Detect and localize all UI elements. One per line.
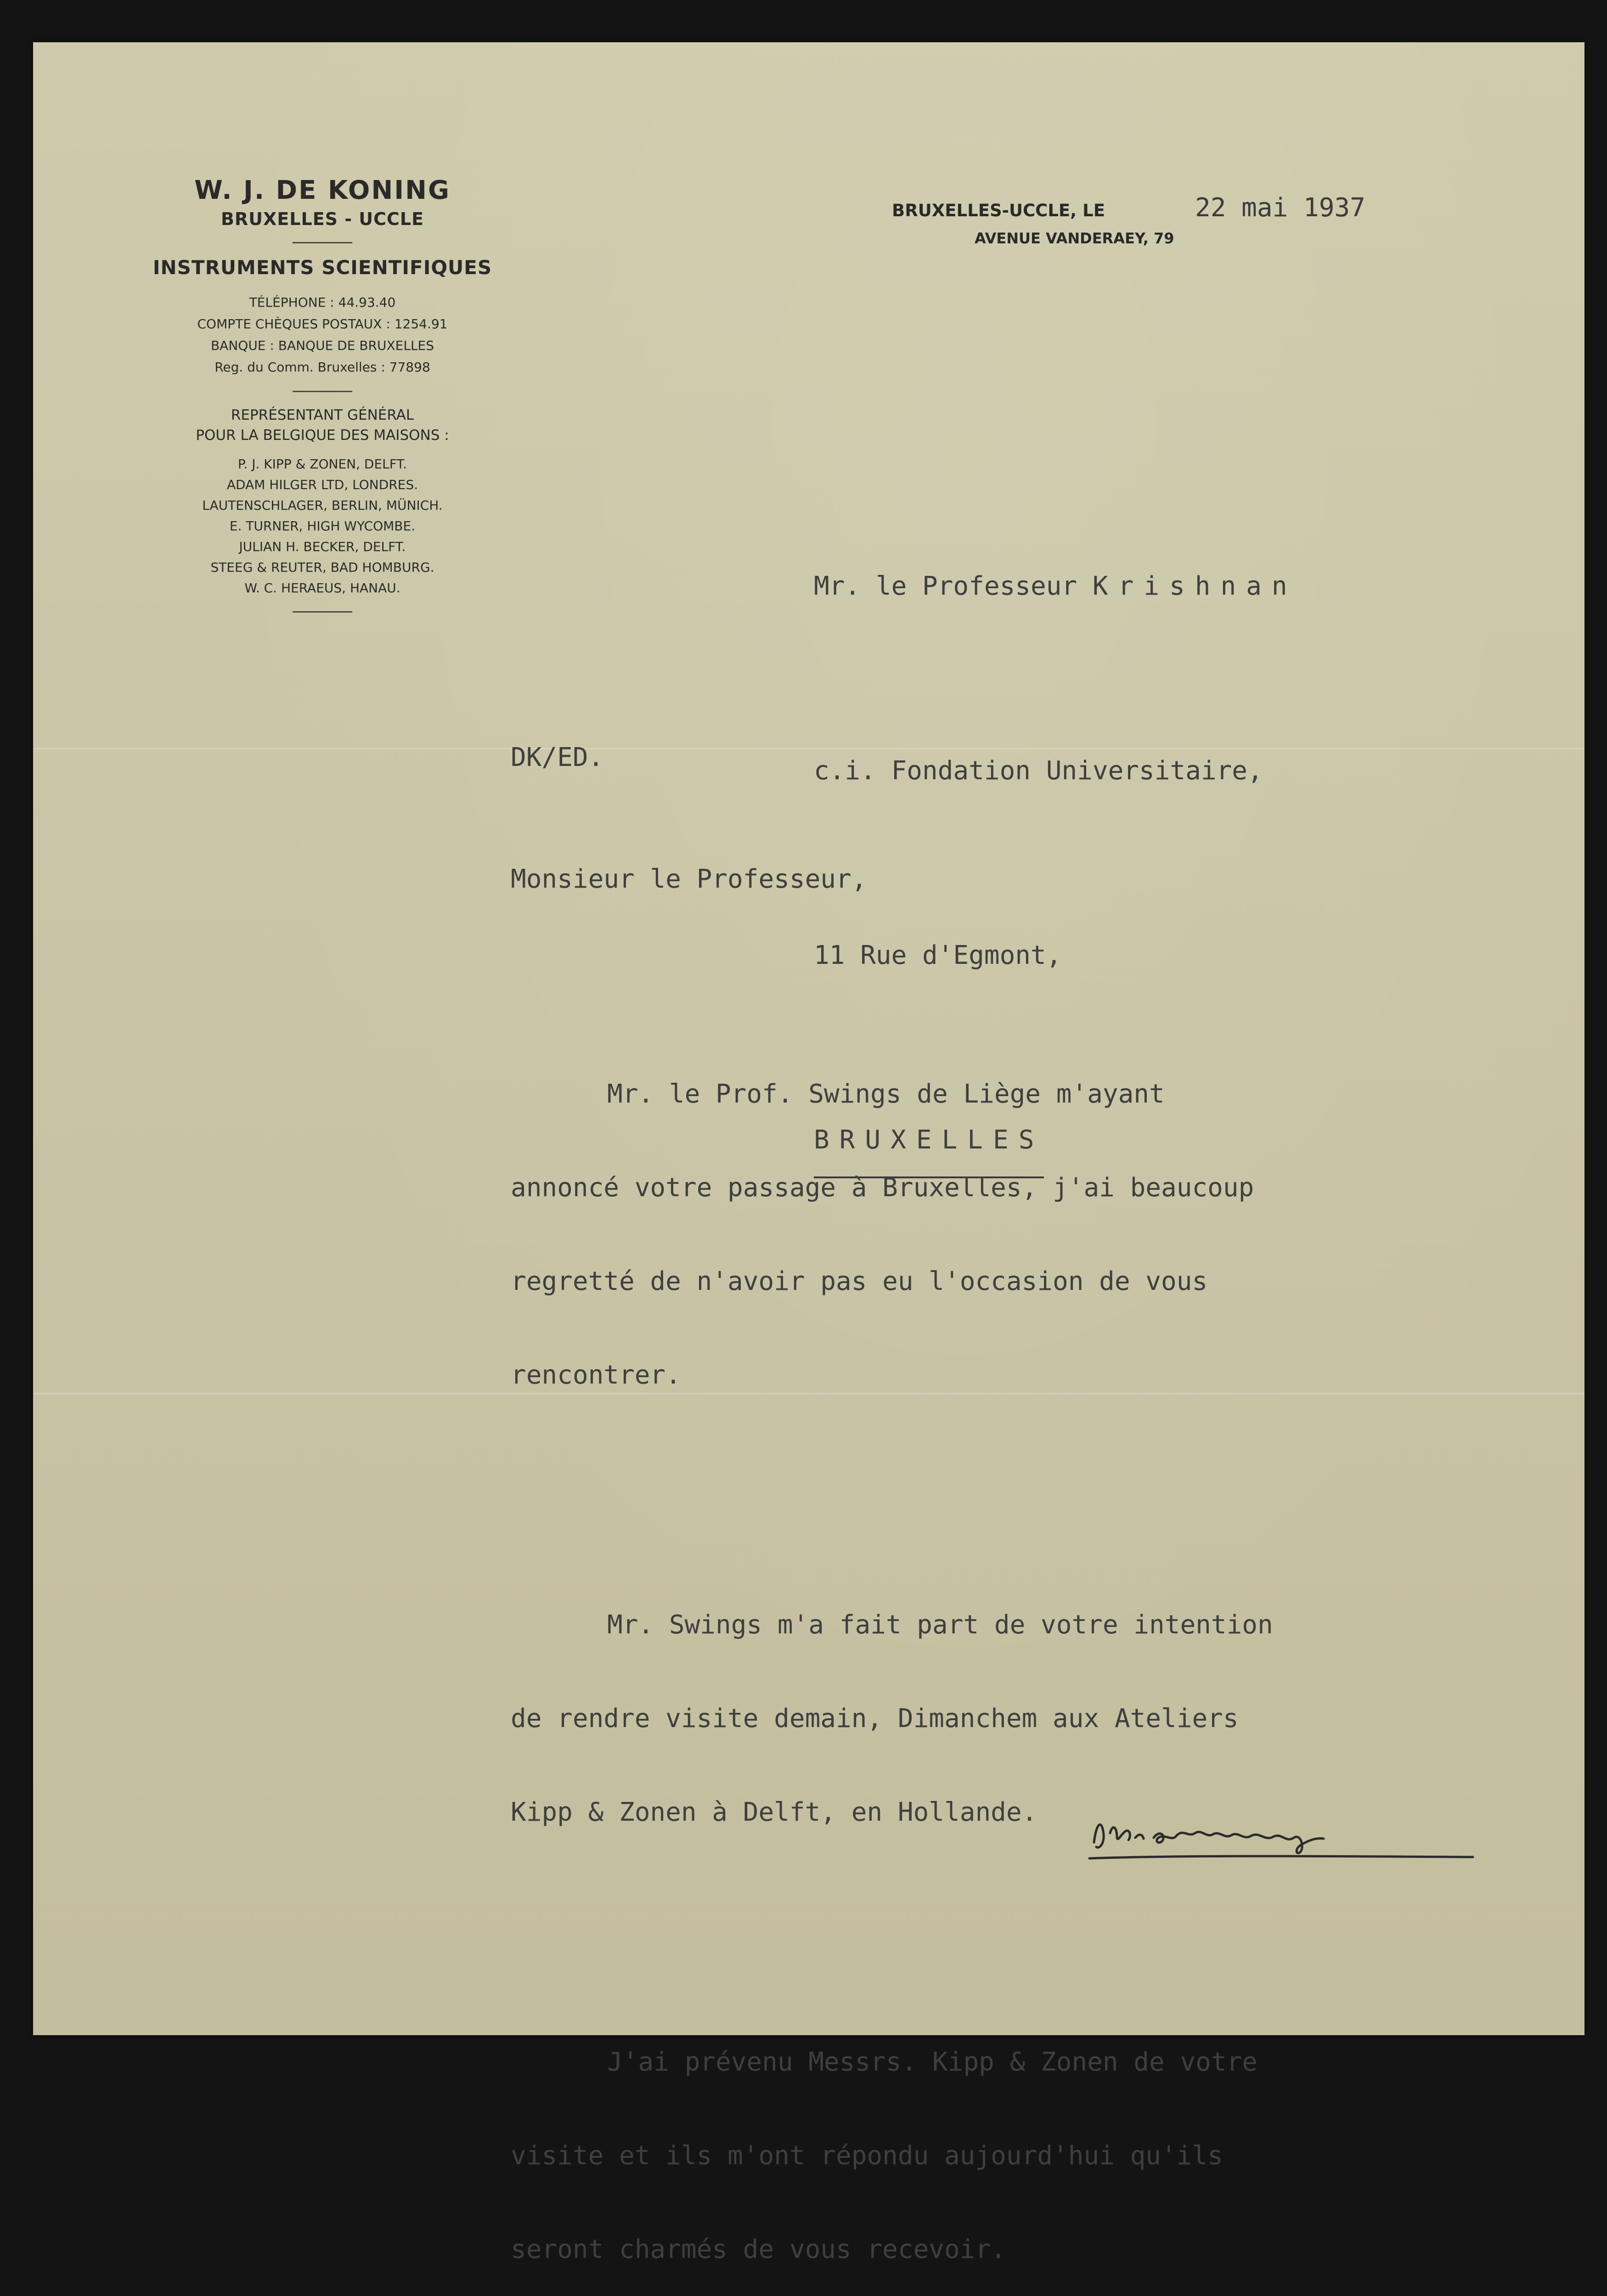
letter-date: 22 mai 1937 (1195, 193, 1365, 223)
fold-crease (33, 747, 1584, 749)
paragraph (511, 1016, 1350, 1453)
place-line: BRUXELLES-UCCLE, LE (892, 201, 1105, 220)
text-line: regretté de n'avoir pas eu l'occasion de vous (511, 1266, 1208, 1296)
house-item: W. C. HERAEUS, HANAU. (244, 580, 400, 596)
text-line: Kipp & Zonen à Delft, en Hollande. (511, 1797, 1038, 1827)
registry-line: Reg. du Comm. Bruxelles : 77898 (214, 360, 430, 375)
recipient-city: BRUXELLES (814, 1109, 1044, 1178)
place-header (892, 201, 1174, 247)
letter-sheet (33, 42, 1584, 2264)
text-line: seront charmés de vous recevoir. (511, 2234, 1006, 2264)
recipient-line: 11 Rue d'Egmont, (814, 940, 1062, 970)
company-trade: INSTRUMENTS SCIENTIFIQUES (152, 256, 492, 279)
representative-heading (116, 405, 529, 445)
text-line: visite et ils m'ont répondu aujourd'hui qu'ils (511, 2141, 1223, 2171)
phone-line: TÉLÉPHONE : 44.93.40 (249, 295, 396, 310)
recipient-line: c.i. Fondation Universitaire, (814, 756, 1263, 786)
representative-line: REPRÉSENTANT GÉNÉRAL (231, 407, 414, 423)
text-line: annoncé votre passage à Bruxelles, j'ai beaucoup (511, 1173, 1254, 1203)
letterhead (116, 134, 529, 625)
company-name: W. J. DE KONING (194, 175, 451, 205)
recipient-name: Krishnan (1092, 571, 1297, 601)
represented-houses (116, 454, 529, 598)
text-line: rencontrer. (511, 1360, 681, 1390)
house-item: ADAM HILGER LTD, LONDRES. (226, 477, 418, 492)
company-info (116, 292, 529, 378)
house-item: LAUTENSCHLAGER, BERLIN, MÜNICH. (202, 498, 443, 513)
postal-account-line: COMPTE CHÈQUES POSTAUX : 1254.91 (197, 316, 448, 332)
text-line: Mr. le Prof. Swings de Liège m'ayant (607, 1079, 1165, 1109)
divider (293, 242, 352, 243)
recipient-line (814, 556, 1297, 617)
text-line: de rendre visite demain, Dimanchem aux Ateliers (511, 1704, 1239, 1733)
house-item: P. J. KIPP & ZONEN, DELFT. (237, 456, 407, 472)
handwritten-signature (1085, 1806, 1480, 1865)
text-line: J'ai prévenu Messrs. Kipp & Zonen de votre (607, 2047, 1258, 2077)
house-item: E. TURNER, HIGH WYCOMBE. (229, 518, 416, 534)
text-line: Mr. Swings m'a fait part de votre intention (607, 1610, 1273, 1640)
recipient-title: Mr. le Professeur (814, 571, 1093, 601)
divider (293, 391, 352, 392)
bank-line: BANQUE : BANQUE DE BRUXELLES (210, 338, 434, 353)
company-city: BRUXELLES - UCCLE (220, 209, 424, 229)
house-item: STEEG & REUTER, BAD HOMBURG. (210, 560, 434, 575)
paragraph (511, 1984, 1350, 2296)
letter-body (511, 954, 1350, 2296)
salutation: Monsieur le Professeur, (511, 864, 867, 894)
house-item: JULIAN H. BECKER, DELFT. (239, 539, 406, 554)
divider (293, 611, 352, 613)
reference-code: DK/ED. (511, 743, 604, 772)
street-address: AVENUE VANDERAEY, 79 (975, 230, 1174, 247)
representative-line: POUR LA BELGIQUE DES MAISONS : (196, 427, 449, 444)
